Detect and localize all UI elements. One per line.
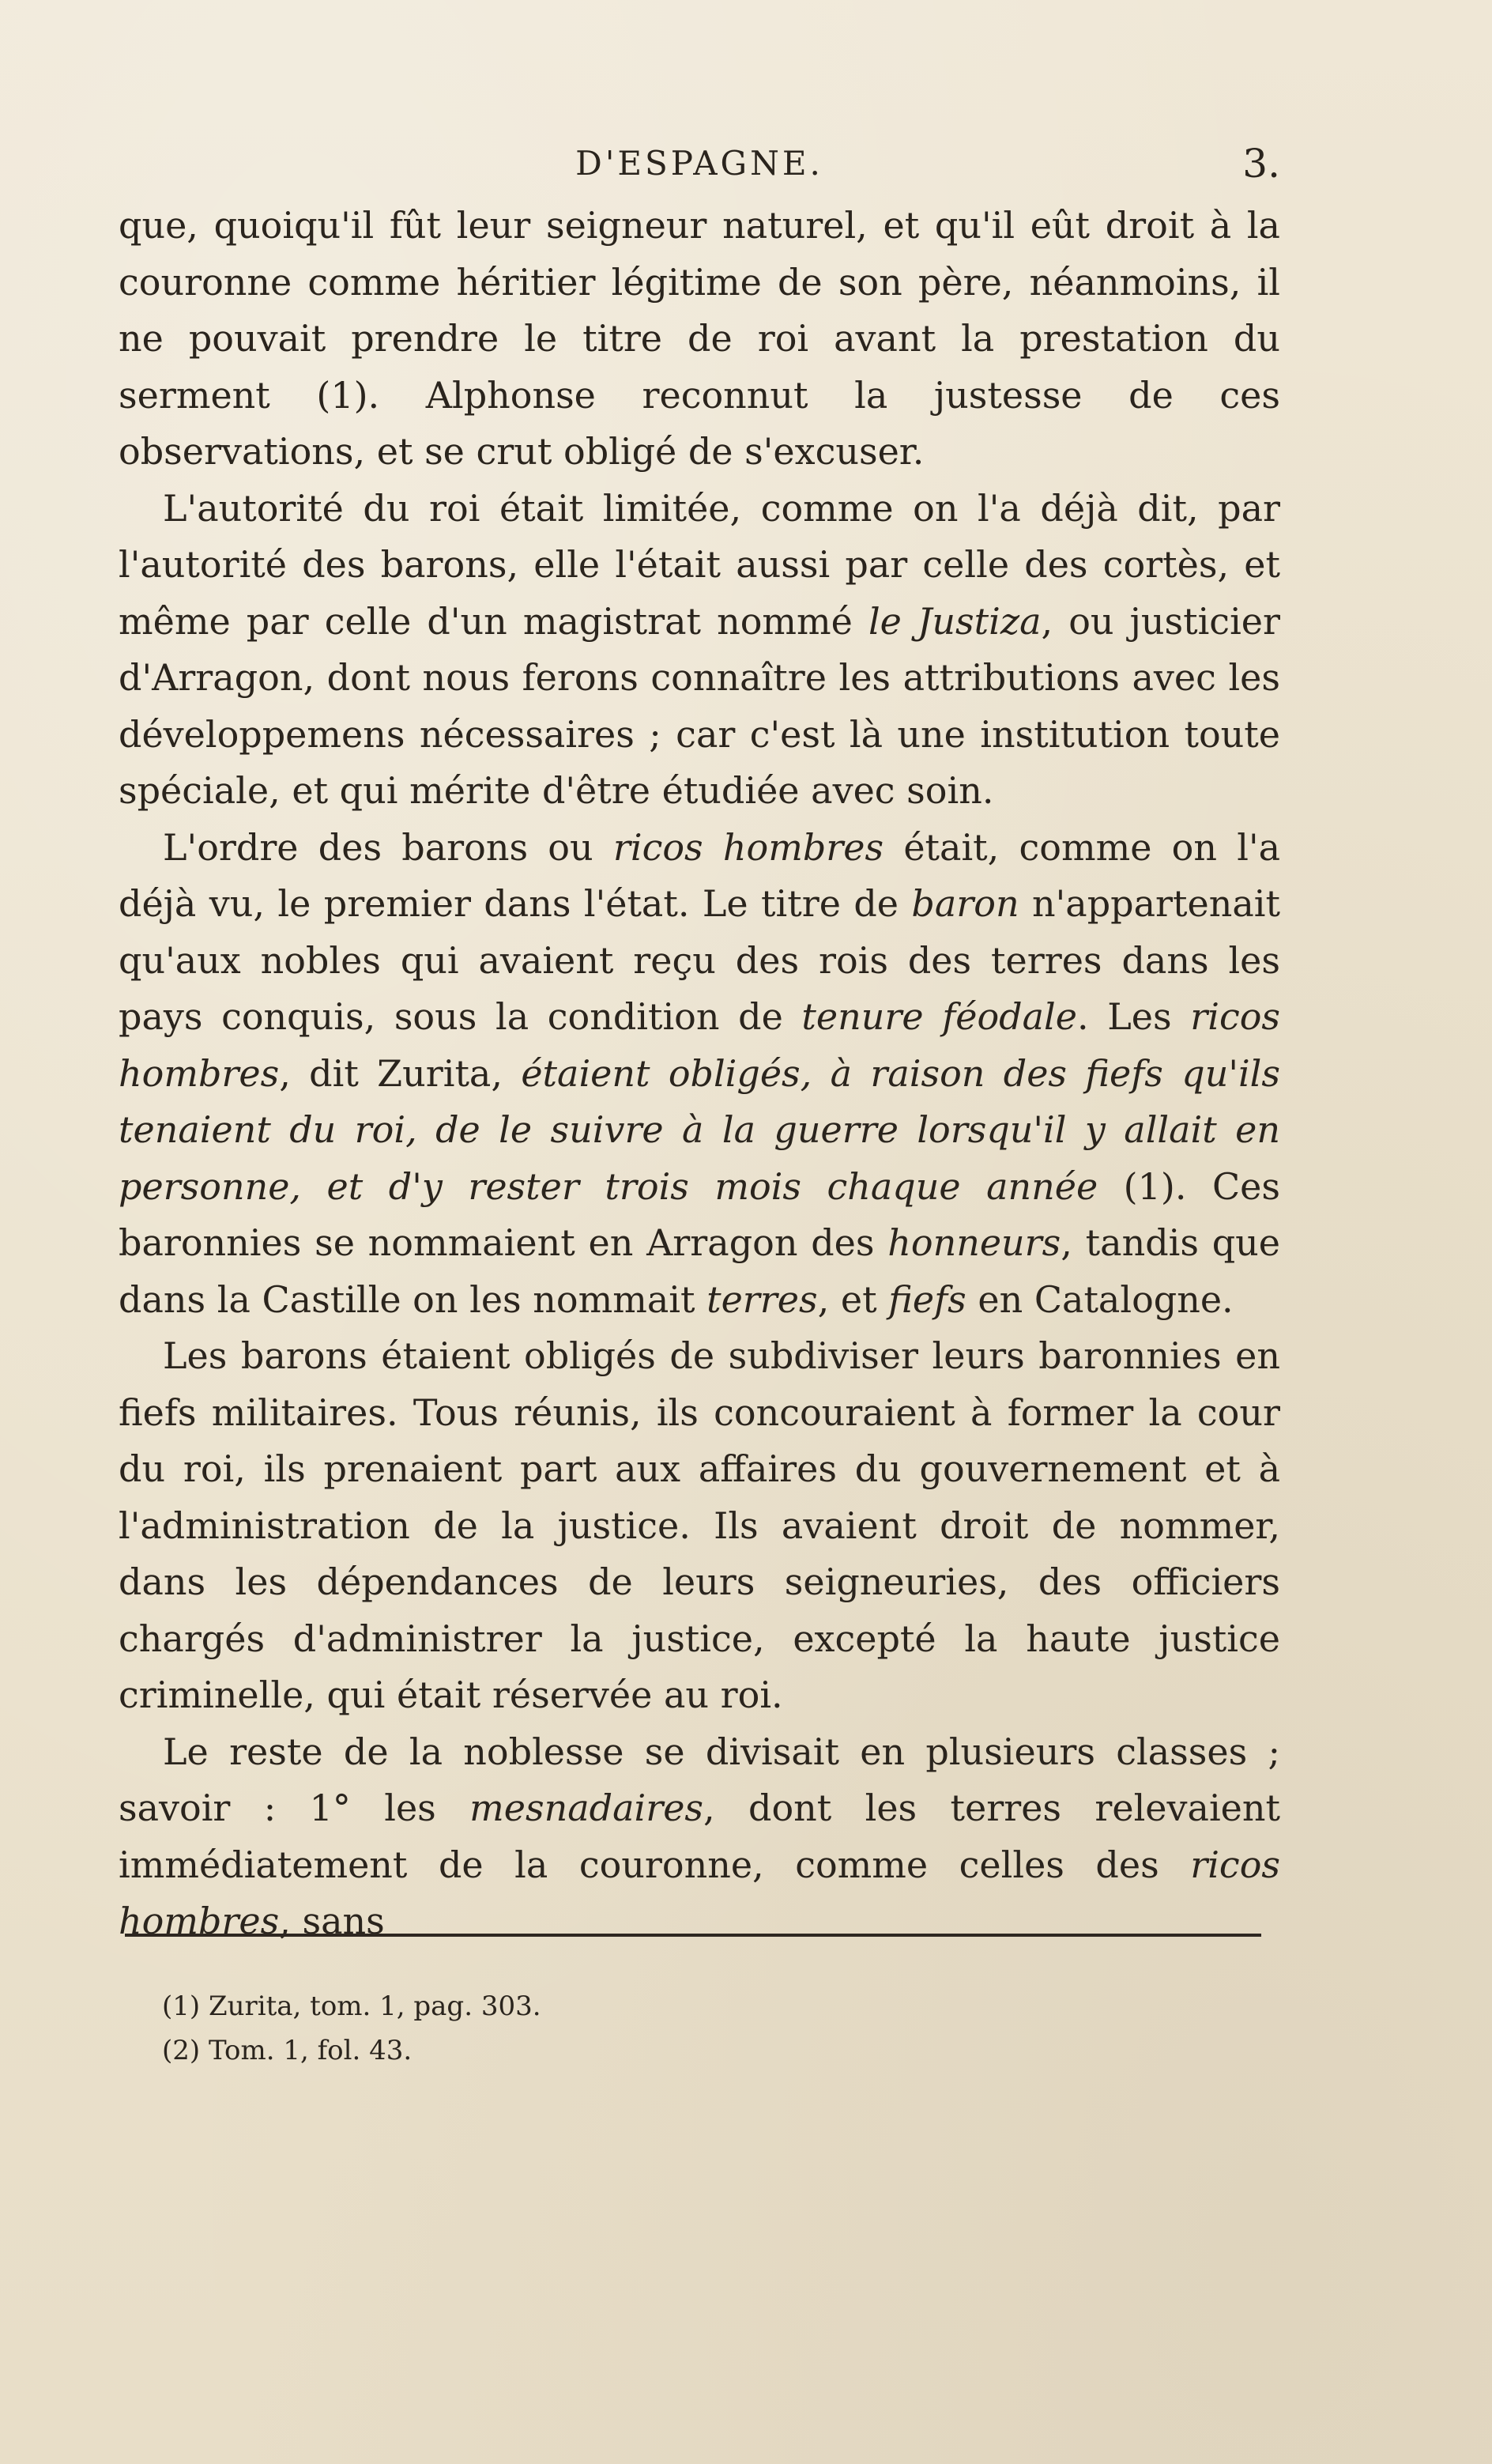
- italic-term-ricos-hombres: ricos hombres: [612, 825, 884, 869]
- text-run: Le reste de la noblesse se divisait en plusieurs classes ; savoir : 1° les: [119, 1730, 1280, 1829]
- running-head: [119, 141, 1280, 188]
- text-run: , tandis que dans la Castille on les nommait: [119, 1221, 1281, 1321]
- italic-term-ricos-hombres: ricos hombres: [119, 1843, 1280, 1942]
- text-run: , dont les terres relevaient immédiatement de la couronne, comme celles des: [119, 1787, 1280, 1886]
- paragraph-5: [119, 1724, 1280, 1950]
- text-run: que, quoiqu'il fût leur seigneur naturel, et qu'il eût droit à la couronne comme héritier légitime de son père, néanmoins, il ne pouvait prendre le titre de roi avant la prestation du serment (1). Alphonse reconnut la justesse de ces observations, et se crut obligé de s'excuser.: [119, 204, 1280, 473]
- italic-term-ricos-hombres: ricos hombres: [119, 995, 1281, 1095]
- text-run: n'appartenait qu'aux nobles qui avaient reçu des rois des terres dans les pays conquis, sous la condition de: [119, 882, 1280, 1038]
- text-run: L'ordre des barons ou: [163, 825, 613, 869]
- italic-term-tenure-feodale: tenure féodale: [801, 995, 1077, 1038]
- text-run: en Catalogne.: [966, 1277, 1234, 1321]
- text-run: , sans: [279, 1900, 385, 1942]
- footnote-2: (2) Tom. 1, fol. 43.: [162, 2035, 413, 2066]
- text-run: Les barons étaient obligés de subdiviser leurs baronnies en fiefs militaires. Tous réunis, ils concouraient à former la cour du roi, ils prenaient part aux affaires du gouvernement et à l'administration de la justice. Ils avaient droit de nommer, dans les dépendances de leurs seigneuries, des officiers chargés d'administrer la justice, excepté la haute justice criminelle, qui était réservée au roi.: [119, 1334, 1280, 1716]
- text-run: , dit Zurita,: [279, 1051, 522, 1095]
- text-run: (1). Ces baronnies se nommaient en Arragon des: [119, 1164, 1280, 1264]
- text-run: , ou justicier d'Arragon, dont nous ferons connaître les attributions avec les développemens nécessaires ; car c'est là une institution toute spéciale, et qui mérite d'être étudiée avec soin.: [119, 599, 1280, 812]
- italic-term-honneurs: honneurs: [887, 1221, 1061, 1264]
- footnote-1: (1) Zurita, tom. 1, pag. 303.: [162, 1990, 541, 2022]
- running-title: D'ESPAGNE.: [575, 144, 823, 183]
- body-text: [119, 198, 1280, 1950]
- italic-term-terres: terres: [706, 1277, 818, 1321]
- footnotes: [162, 1984, 873, 2073]
- paragraph-4: [119, 1328, 1280, 1724]
- text-run: . Les: [1076, 995, 1191, 1038]
- italic-quotation-zurita: étaient obligés, à raison des fiefs qu'ils tenaient du roi, de le suivre à la guerre lorsqu'il y allait en personne, et d'y rester trois mois chaque année: [119, 1051, 1280, 1208]
- italic-term-justiza: le Justiza: [868, 599, 1042, 643]
- text-run: L'autorité du roi était limitée, comme on l'a déjà dit, par l'autorité des barons, elle l'était aussi par celle des cortès, et même par celle d'un magistrat nommé: [119, 486, 1280, 643]
- text-run: était, comme on l'a déjà vu, le premier dans l'état. Le titre de: [119, 825, 1281, 925]
- text-run: , et: [817, 1277, 889, 1321]
- paragraph-1: [119, 198, 1280, 481]
- italic-term-baron: baron: [911, 882, 1019, 925]
- paragraph-3: [119, 820, 1280, 1329]
- italic-term-fiefs: fiefs: [888, 1277, 966, 1321]
- page-number: 3.: [1242, 141, 1280, 187]
- footnote-rule: [125, 1934, 1261, 1937]
- paragraph-2: [119, 481, 1280, 820]
- italic-term-mesnadaires: mesnadaires: [469, 1787, 704, 1829]
